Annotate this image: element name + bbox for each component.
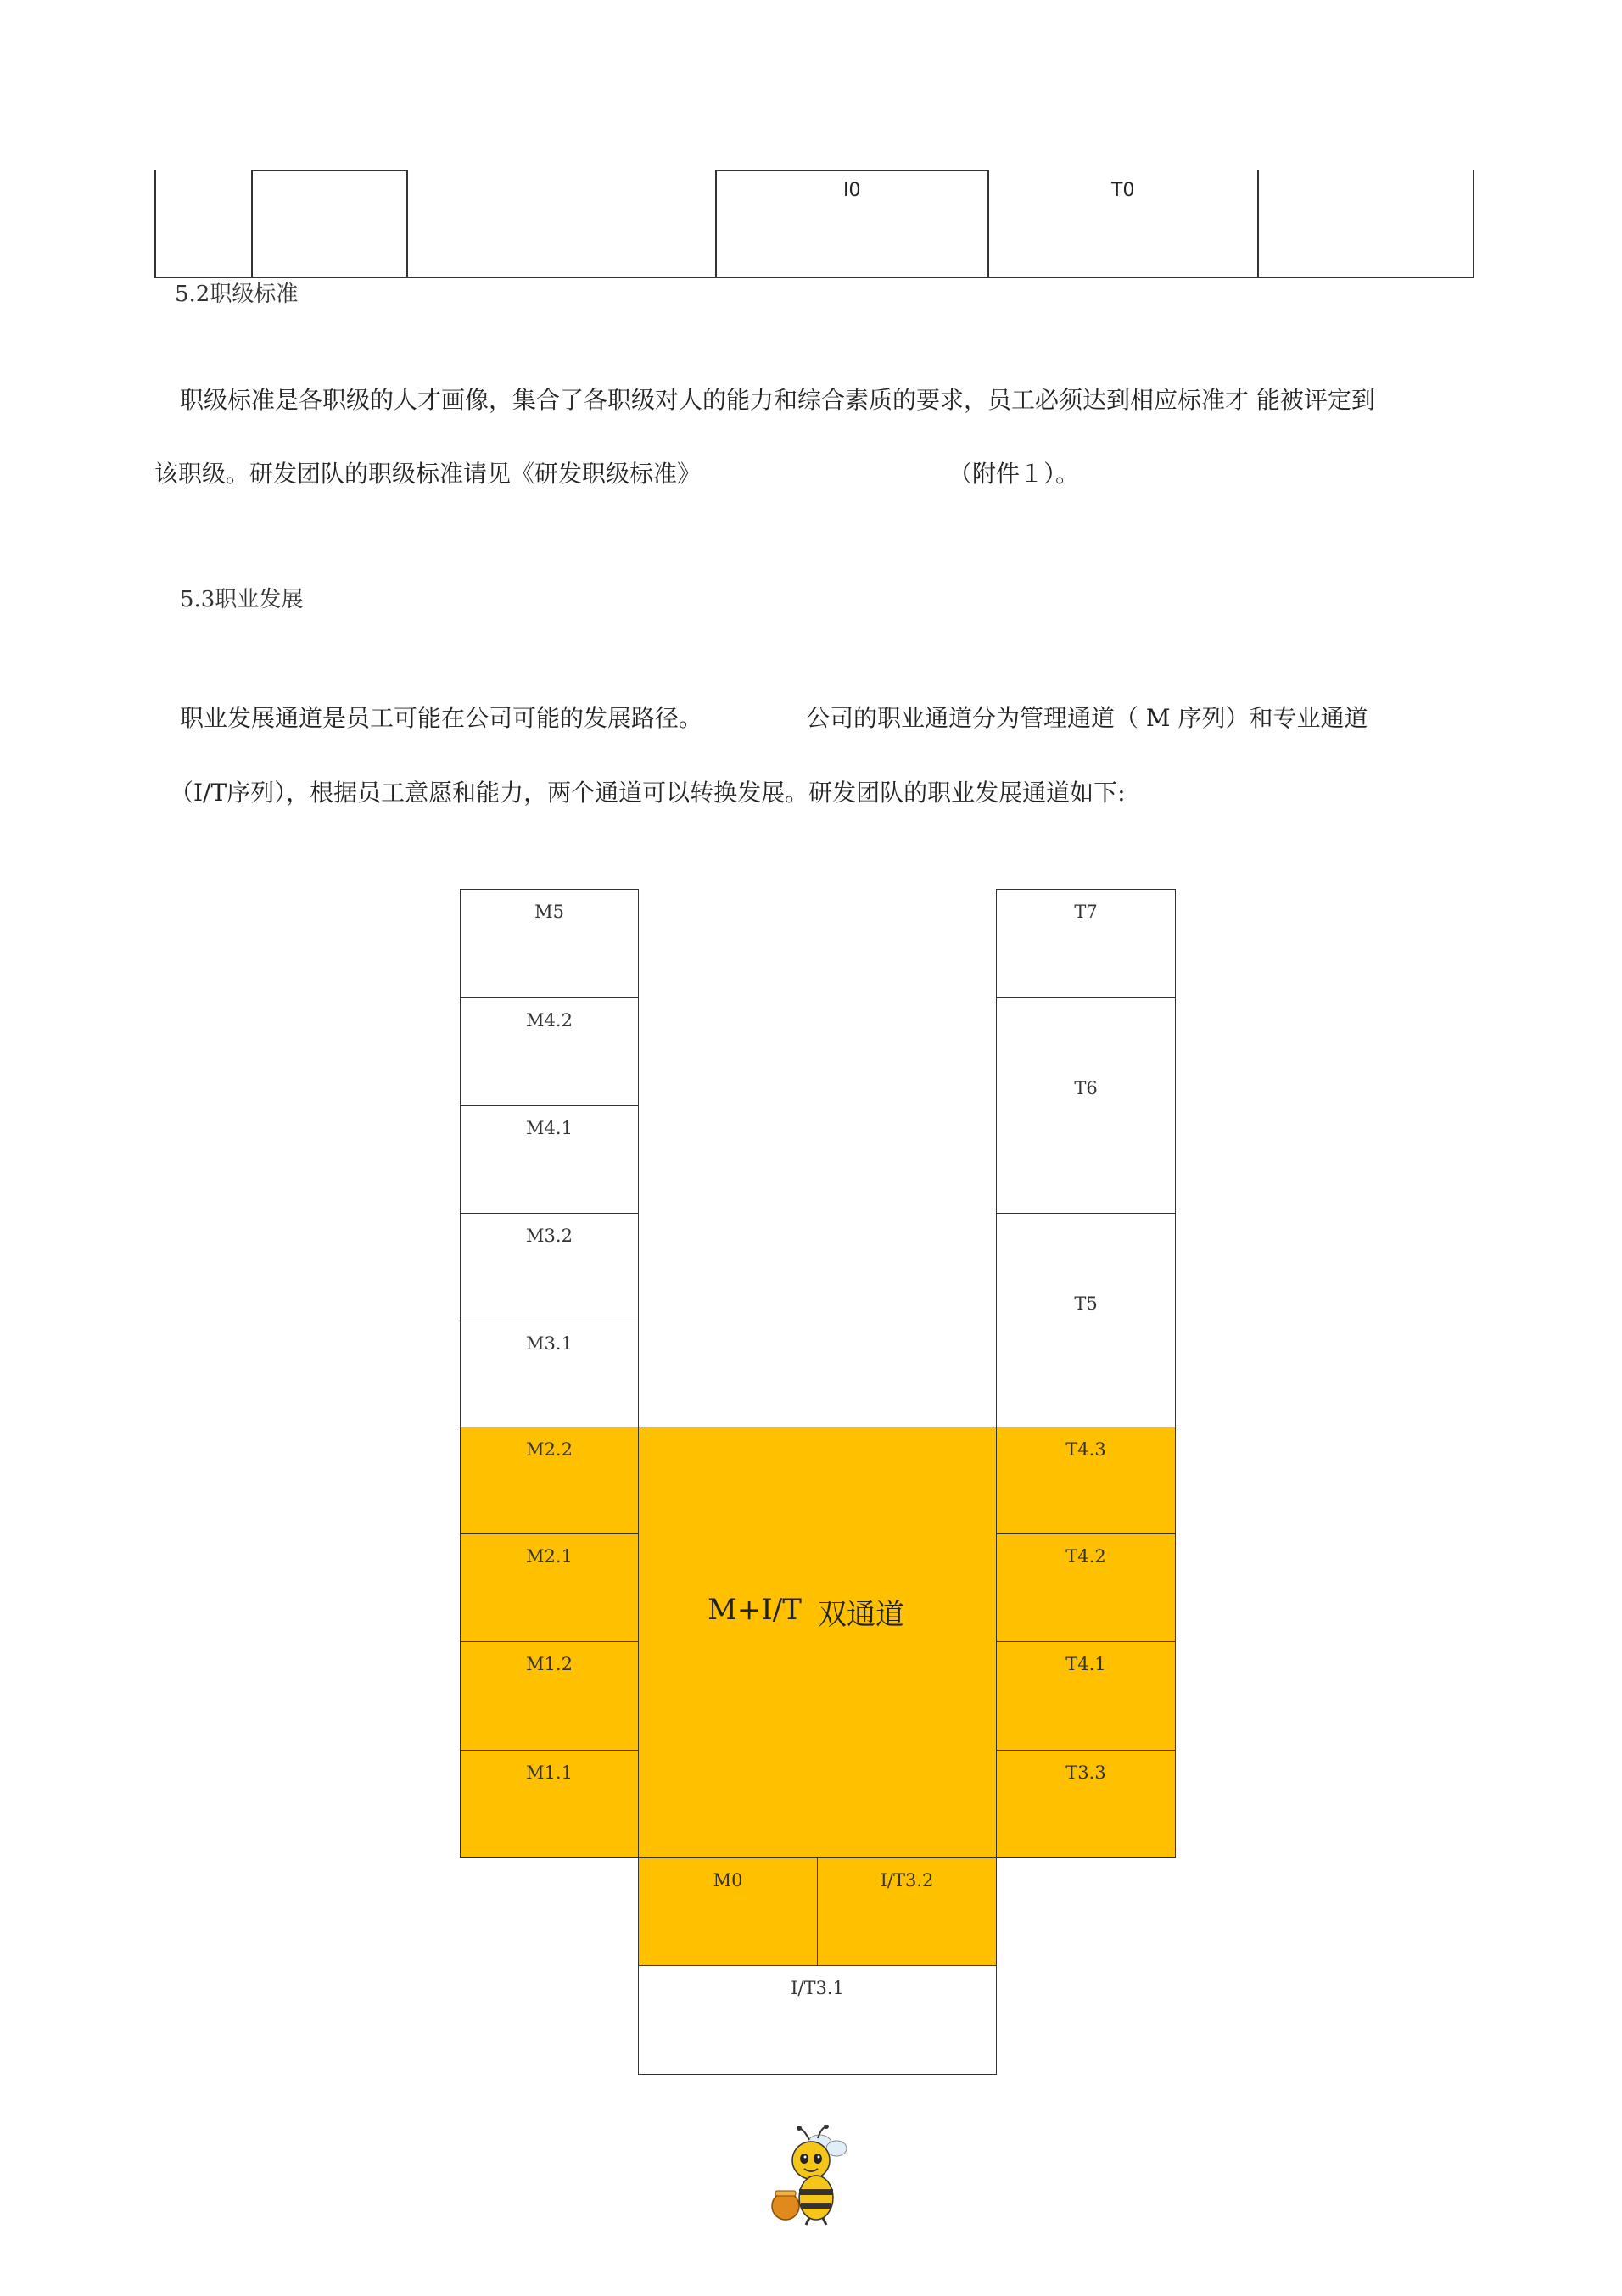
m-track-level: M2.2 <box>460 1427 639 1534</box>
t-track-level: T4.1 <box>996 1641 1176 1751</box>
m-track-level: M3.2 <box>460 1213 639 1321</box>
t-track-level: T3.3 <box>996 1750 1176 1858</box>
section-5-2-paragraph-line1: 职级标准是各职级的人才画像，集合了各职级对人的能力和综合素质的要求，员工必须达到相应标准才 能被评定到 <box>180 386 1375 414</box>
section-5-2-paragraph-line2a: 该职级。研发团队的职级标准请见《研发职级标准》 <box>154 460 702 488</box>
dual-channel-label-m-it: M+I/T <box>708 1593 802 1627</box>
m-track-level: M5 <box>460 889 639 998</box>
dual-channel-label-cn: 双通道 <box>818 1598 904 1632</box>
section-5-2-heading: 5.2职级标准 <box>175 282 299 307</box>
dual-channel-block <box>638 1427 997 1858</box>
bee-mascot-icon <box>767 2125 862 2226</box>
t-track-level: T7 <box>996 889 1176 998</box>
m-track-level: M1.2 <box>460 1641 639 1751</box>
t-track-level: T4.3 <box>996 1427 1176 1534</box>
t-track-level: T4.2 <box>996 1533 1176 1642</box>
section-5-2-paragraph-line2b: （附件１）。 <box>948 460 1080 488</box>
m-track-level: M4.2 <box>460 997 639 1106</box>
m-track-level: M3.1 <box>460 1321 639 1427</box>
section-5-3-paragraph-line1b: 公司的职业通道分为管理通道（ M 序列）和专业通道 <box>806 704 1368 732</box>
section-5-3-paragraph-line1a: 职业发展通道是员工可能在公司可能的发展路径。 <box>180 704 703 732</box>
top-table-cell <box>251 170 408 278</box>
section-5-3-paragraph-line2: （I/T序列），根据员工意愿和能力，两个通道可以转换发展。研发团队的职业发展通道如下: <box>170 779 1126 807</box>
m-track-level: M2.1 <box>460 1533 639 1642</box>
it32-level: I/T3.2 <box>817 1857 997 1966</box>
m-track-level: M4.1 <box>460 1105 639 1214</box>
m0-level: M0 <box>638 1857 818 1966</box>
top-table-to-label: T0 <box>1111 180 1135 201</box>
t-track-level: T5 <box>996 1213 1176 1427</box>
t-track-level: T6 <box>996 997 1176 1214</box>
section-5-3-heading: 5.3职业发展 <box>180 587 304 612</box>
top-table-io-label: I0 <box>843 180 861 201</box>
it31-level: I/T3.1 <box>638 1965 997 2075</box>
m-track-level: M1.1 <box>460 1750 639 1858</box>
